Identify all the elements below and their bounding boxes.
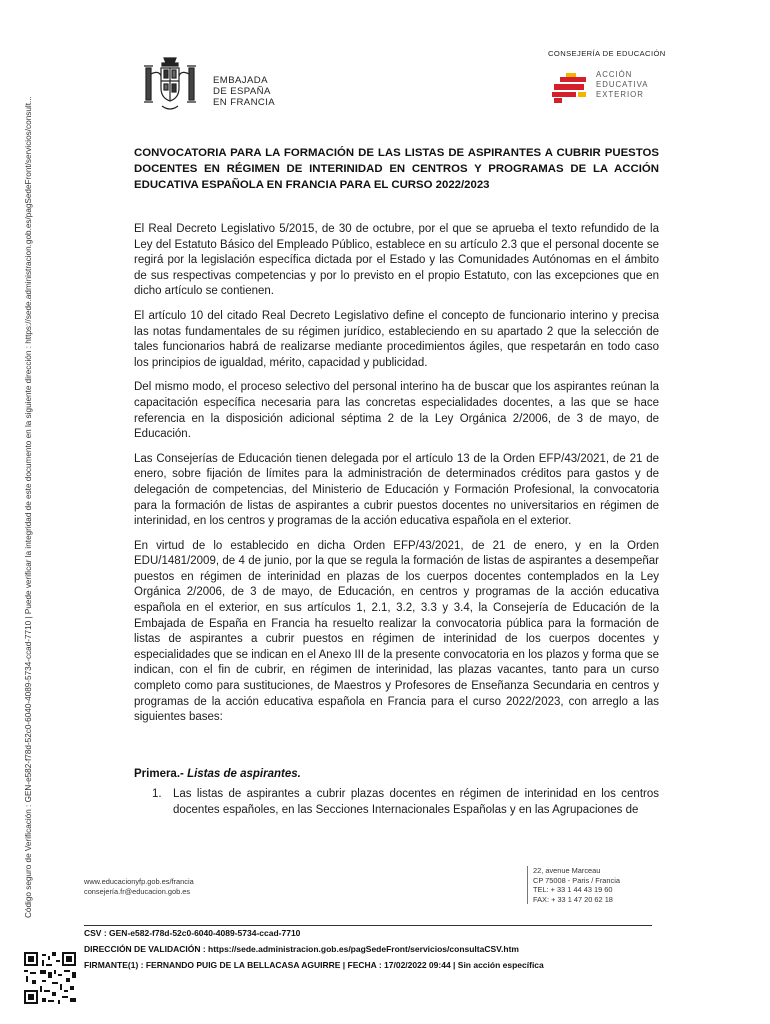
side-verification-text: Código seguro de Verificación : GEN-e582-f78d-52c0-6040-4089-5734-ccad-7710 | Puede verificar la integridad de este documento en la siguiente dirección : https://sede.administracion.gob.es/pagSedeFront/servicios/consult...	[24, 96, 33, 918]
address-line: CP 75008 - Paris / Francia	[533, 875, 620, 885]
address-line: 22, avenue Marceau	[533, 866, 601, 875]
csv-code: CSV : GEN-e582-f78d-52c0-6040-4089-5734-ccad-7710	[84, 928, 301, 938]
footer-contact	[84, 877, 194, 897]
footer-web-link[interactable]: www.educacionyfp.gob.es/francia	[84, 877, 194, 886]
embassy-name	[213, 75, 275, 108]
list-text: Las listas de aspirantes a cubrir plazas docentes en régimen de interinidad en los centros docentes españoles, en las Secciones Internacionales Españolas y en las Agrupaciones de	[173, 788, 659, 816]
accion-educativa-text	[596, 70, 648, 100]
document-body	[134, 222, 659, 735]
coat-of-arms-icon	[142, 54, 198, 116]
body-paragraph: El artículo 10 del citado Real Decreto Legislativo define el concepto de funcionario interino y precisa las notas fundamentales de su régimen jurídico, estableciendo en su apartado 2 que la selección de tales funcionarios habrá de realizarse mediante procedimientos ágiles, que respetarán en todo caso los principios de igualdad, mérito, capacidad y publicidad.	[134, 309, 659, 369]
footer-email-link[interactable]: consejería.fr@educacion.gob.es	[84, 887, 191, 896]
address-line: TEL: + 33 1 44 43 19 60	[533, 885, 613, 894]
aee-line: EDUCATIVA	[596, 80, 649, 89]
body-paragraph: En virtud de lo establecido en dicha Orden EFP/43/2021, de 21 de enero, y en la Orden EDU/1481/2009, de 4 de junio, por la que se regula la formación de listas de aspirantes a desempeñar puestos en régimen de interinidad en plazas de los cuerpos docentes contemplados en la Ley Orgánica 2/2006, de 3 de mayo, de Educación, en centros y programas de la acción educativa española en el exterior, en sus artículos 1, 2.1, 3.2, 3.3 y 3.4, la Consejería de Educación de la Embajada de España en Francia ha resuelto realizar la convocatoria pública para la formación de listas de aspirantes a cubrir puestos en régimen de interinidad de los cuerpos docentes y especialidades que se indican en el Anexo III de la presente convocatoria en los plazos y forma que se indican, con el fin de cubrir, en régimen de interinidad, las plazas vacantes, tanto para un curso completo como para sustituciones, de Maestros y Profesores de Enseñanza Secundaria en centros y programas de la acción educativa española en Francia para el curso 2022/2023, con arreglo a las siguientes bases:	[134, 539, 659, 724]
accion-educativa-logo-icon	[552, 71, 592, 105]
aee-line: EXTERIOR	[596, 90, 644, 99]
section-heading	[134, 768, 301, 780]
address-line: FAX: + 33 1 47 20 62 18	[533, 894, 613, 904]
body-paragraph: Las Consejerías de Educación tienen delegada por el artículo 13 de la Orden EFP/43/2021, de 21 de enero, sobre fijación de límites para la administración de determinados créditos para gastos y de delegación de competencias, del Ministerio de Educación y Formación Profesional, la convocatoria para la formación de listas de aspirantes a cubrir puestos docentes no universitarios en régimen de interinidad, en los centros y programas de la acción educativa española en el exterior.	[134, 452, 659, 528]
embassy-line: EN FRANCIA	[213, 97, 276, 108]
section-title: Listas de aspirantes.	[187, 768, 301, 780]
body-paragraph: Del mismo modo, el proceso selectivo del personal interino ha de buscar que los aspirantes reúnan la capacitación específica necesaria para las concretas especialidades docentes, a las que se hace referencia en la disposición adicional séptima 2 de la Ley Orgánica 2/2006, de 3 de mayo, de Educación.	[134, 381, 659, 441]
list-number: 1.	[152, 788, 162, 800]
embassy-line: EMBAJADA	[213, 75, 268, 86]
consejeria-label: CONSEJERÍA DE EDUCACIÓN	[548, 49, 666, 58]
footer-address	[527, 866, 653, 904]
body-paragraph: El Real Decreto Legislativo 5/2015, de 30 de octubre, por el que se aprueba el texto refundido de la Ley del Estatuto Básico del Empleado Público, establece en su artículo 2.3 que el personal docente se regirá por la legislación específica dictada por el Estado y las Comunidades Autónomas en el ámbito de sus respectivas competencias y por lo previsto en el propio Estatuto, con las excepciones que en dicho artículo se contienen.	[134, 223, 659, 298]
qr-code-icon	[24, 952, 76, 1004]
embassy-line: DE ESPAÑA	[213, 86, 271, 97]
divider	[84, 925, 652, 926]
section-label: Primera.-	[134, 768, 188, 780]
document-title: CONVOCATORIA PARA LA FORMACIÓN DE LAS LISTAS DE ASPIRANTES A CUBRIR PUESTOS DOCENTES EN RÉGIMEN DE INTERINIDAD EN CENTROS Y PROGRAMAS DE LA ACCIÓN EDUCATIVA ESPAÑOLA EN FRANCIA PARA EL CURSO 2022/2023	[134, 147, 659, 191]
validation-url[interactable]: DIRECCIÓN DE VALIDACIÓN : https://sede.administracion.gob.es/pagSedeFront/servicios/consultaCSV.htm	[84, 944, 519, 954]
aee-line: ACCIÓN	[596, 70, 633, 79]
signer-info: FIRMANTE(1) : FERNANDO PUIG DE LA BELLACASA AGUIRRE | FECHA : 17/02/2022 09:44 | Sin acción específica	[84, 960, 544, 970]
